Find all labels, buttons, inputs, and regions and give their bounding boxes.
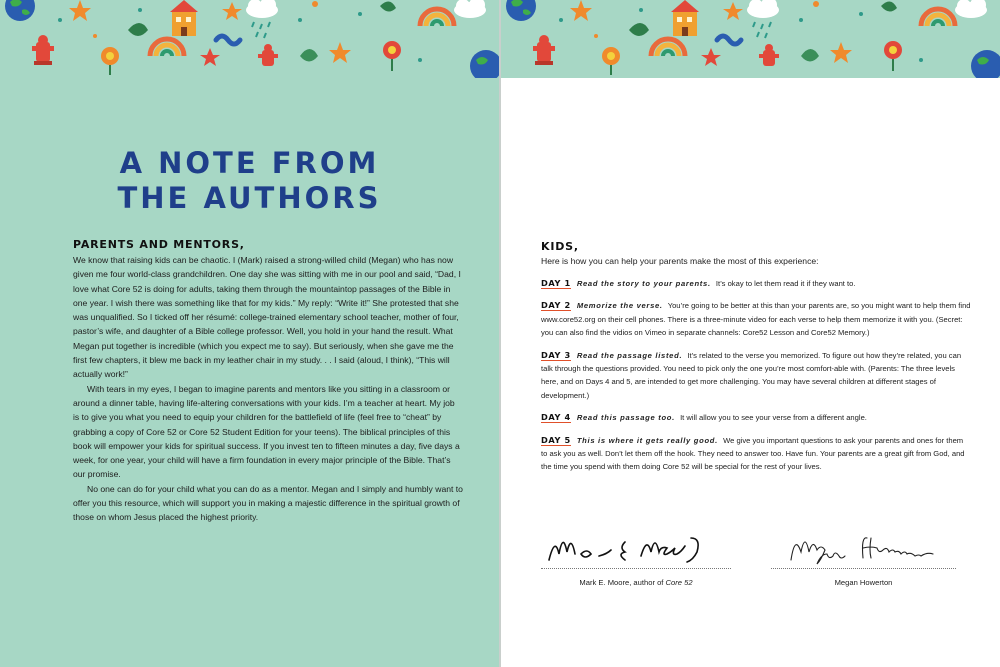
day-lead: Memorize the verse. — [576, 301, 663, 311]
kids-intro: Here is how you can help your parents make the most of this experience: — [541, 256, 819, 266]
rainbow-icon — [651, 39, 685, 56]
rainbow-icon — [150, 39, 184, 56]
rain-cloud-icon — [955, 0, 987, 18]
globe-icon — [506, 0, 536, 21]
title-line-1: A NOTE FROM — [119, 146, 380, 180]
kids-heading: KIDS, — [541, 240, 579, 253]
day-label: DAY 2 — [541, 300, 571, 311]
paragraph-1: We know that raising kids can be chaotic. I (Mark) raised a strong-willed child (Megan) who has now given me four world-class grandchildren. One day she was sitting with me in our pool and said, “Dad, I love what Core 52 is doing for adults, taking them through the mountaintop passages of the Bible in one year. I wish there was something like that for my kids.” My reply: “Write it!” She protested that she was unqualified. So I ticked off her résumé: college-trained elementary school teacher, mother of four, pastor’s wife, and daughter of a Bible college professor. Well, you hold in your hand the result. What Megan put together is incredible (which you expect me to say). But seriously, when she gave me the first few chapters, it blew me back in my leather chair in my study. . . I said (aloud, I think), “This will actually work!” — [73, 255, 461, 380]
day-item — [541, 434, 971, 474]
day-label: DAY 4 — [541, 412, 571, 423]
sparkle-icon — [93, 1, 318, 38]
day-text: You’re going to be better at this than your parents are, so you might want to help them find www.core52.org on their cell phones. There is a three-minute video for each verse to help them memorize it with you. (Secret: you can also find the vidios on Vimeo in separate channels: Core52 Lesson and Core52 Memory.) — [541, 301, 971, 338]
house-icon — [671, 0, 699, 36]
signature-mark — [541, 530, 731, 587]
day-item — [541, 277, 971, 290]
signature-line — [771, 568, 956, 569]
leaf-icon — [300, 49, 318, 62]
caterpillar-icon — [216, 36, 240, 44]
parents-heading: PARENTS AND MENTORS, — [73, 238, 245, 251]
day-lead: This is where it gets really good. — [576, 435, 718, 445]
paragraph-3: No one can do for your child what you can do as a mentor. Megan and I simply and humbly want to offer you this resource, which will support you in making a majestic difference in the spiritual growth of those on whom Jesus placed the highest priority. — [73, 483, 463, 523]
paragraph-2: With tears in my eyes, I began to imagine parents and mentors like you sitting in a classroom or around a dinner table, having life-altering conversations with your kids. I’m a teacher at heart. My job is to give you what you need to equip your children for the battlefield of life (feel free to “cheat” by grabbing a copy of Core 52 or Core 52 Student Edition for your teens). The biblical principles of this book will empower your kids for spiritual success. If you invest ten to fifteen minutes a day, five days a week, for one year, your child will have a firm foundation in every major principle of the Bible. That’s our promise. — [73, 383, 460, 480]
day-label: DAY 1 — [541, 278, 571, 288]
day-text: It will allow you to see your verse from a different angle. — [680, 413, 867, 423]
globe-icon — [470, 50, 499, 78]
leaf-icon — [801, 49, 819, 62]
fire-hydrant-icon — [32, 35, 54, 65]
rainbow-icon — [420, 9, 454, 26]
sparkle-icon — [594, 1, 819, 38]
flower-icon — [383, 41, 401, 71]
caption-book-title: Core 52 — [665, 578, 693, 587]
rain-cloud-icon — [747, 0, 779, 38]
flower-icon — [884, 41, 902, 71]
leaf-icon — [881, 1, 897, 11]
leaf-icon — [629, 23, 649, 36]
right-page — [501, 0, 1000, 667]
signature-line — [541, 568, 731, 569]
page-title — [0, 146, 499, 216]
fire-hydrant-icon — [533, 35, 555, 65]
signature-caption — [541, 578, 731, 587]
star-icon — [200, 48, 220, 66]
star-icon — [69, 0, 91, 21]
day-text: It’s okay to let them read it if they want to. — [715, 279, 856, 288]
caption-prefix: Mark E. Moore, author of — [579, 578, 666, 587]
star-icon — [329, 42, 351, 63]
title-line-2: THE AUTHORS — [117, 181, 382, 215]
globe-icon — [5, 0, 35, 21]
star-icon — [222, 2, 242, 20]
day-item — [541, 411, 971, 424]
day-label: DAY 5 — [541, 434, 571, 445]
house-icon — [170, 0, 198, 36]
rainbow-icon — [921, 9, 955, 26]
star-icon — [570, 0, 592, 21]
parents-section — [73, 238, 463, 525]
day-item — [541, 299, 971, 339]
star-icon — [830, 42, 852, 63]
flower-icon — [101, 47, 119, 75]
globe-icon — [971, 50, 1000, 78]
fire-hydrant-icon — [759, 44, 779, 66]
day-text: It’s related to the verse you memorized. To figure out how they’re related, you can talk through the questions provided. You need to pick only the one you’re most comfort-able with. (Parents: The three levels here, and on Days 4 and 5, are intended to get more challenging. You may have several children at different stages of development.) — [541, 350, 962, 400]
rain-cloud-icon — [246, 0, 278, 38]
leaf-icon — [128, 23, 148, 36]
day-lead: Read the story to your parents. — [576, 279, 711, 288]
day-item — [541, 349, 971, 403]
fire-hydrant-icon — [258, 44, 278, 66]
handwritten-signature-icon — [541, 530, 731, 566]
star-icon — [723, 2, 743, 20]
day-label: DAY 3 — [541, 349, 571, 360]
day-text: We give you important questions to ask your parents and ones for them to ask you as well. Don’t let them off the hook. They need to answer too. Have fun. Your parents are a great gift from God, and the time you spend with them doing Core 52 will be special for the rest of your lives. — [541, 435, 965, 472]
signature-caption: Megan Howerton — [834, 578, 893, 587]
flower-icon — [602, 47, 620, 75]
doodle-pattern-icon — [501, 0, 1000, 78]
signature-megan — [771, 530, 956, 587]
handwritten-signature-icon — [771, 530, 956, 566]
leaf-icon — [380, 1, 396, 11]
left-page — [0, 0, 499, 667]
day-lead: Read this passage too. — [576, 413, 675, 423]
day-lead: Read the passage listed. — [576, 350, 683, 360]
star-icon — [701, 48, 721, 66]
kids-section — [541, 240, 971, 483]
doodle-pattern-icon — [0, 0, 499, 78]
decorative-banner-left — [0, 0, 499, 78]
decorative-banner-right — [501, 0, 1000, 78]
caterpillar-icon — [717, 36, 741, 44]
rain-cloud-icon — [454, 0, 486, 18]
